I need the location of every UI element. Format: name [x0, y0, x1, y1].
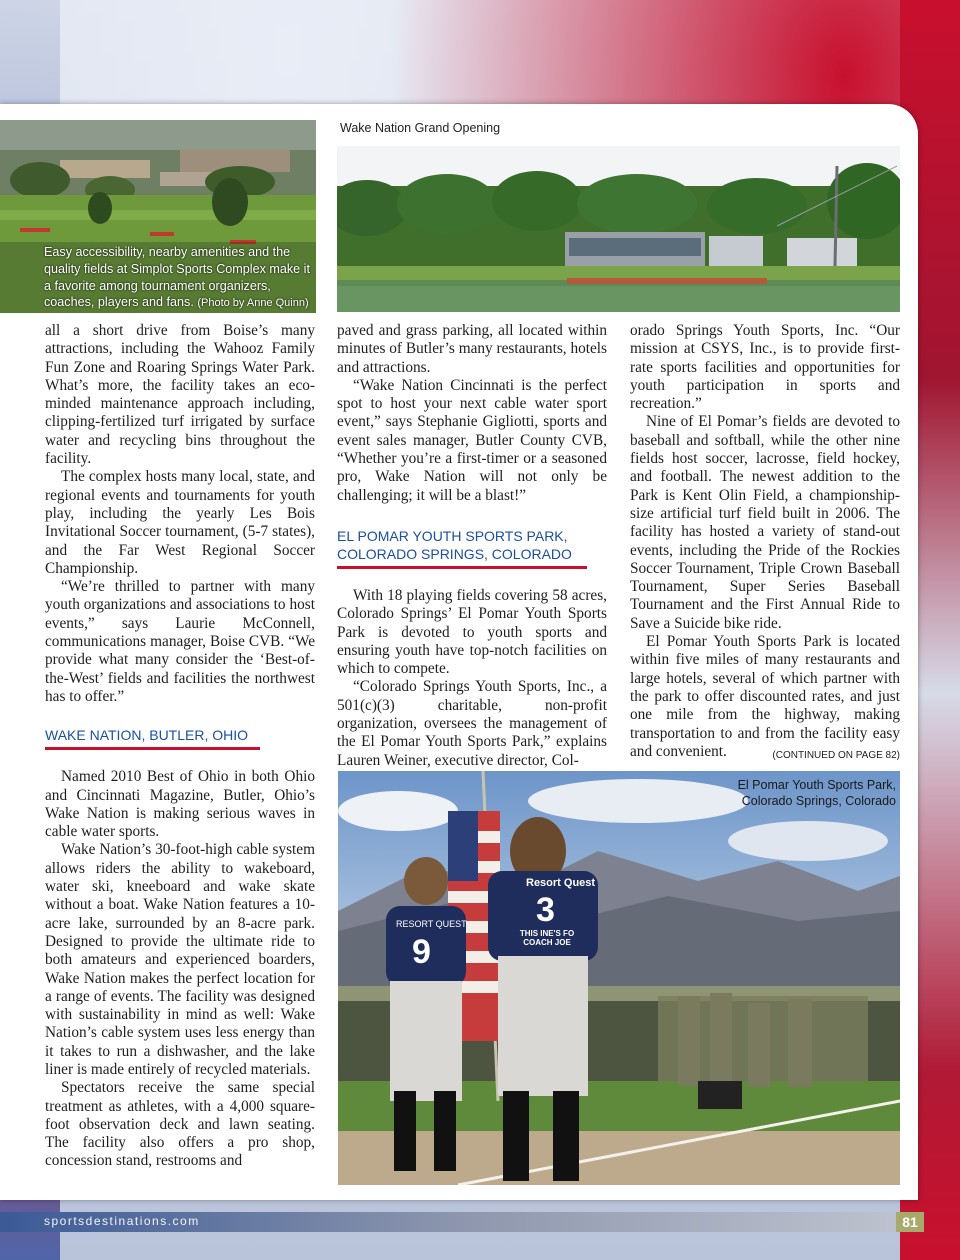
- wake-nation-heading-rule: [45, 747, 260, 750]
- right-jersey-text: THIS INE'S FO COACH JOE: [519, 929, 575, 947]
- article-column-1: [45, 322, 315, 1171]
- wake-nation-photo-art: [337, 146, 900, 312]
- continued-on-page-note: (CONTINUED ON PAGE 82): [772, 749, 900, 761]
- col1-paragraph-6: Spectators receive the same special treatment as athletes, with a 4,000 square-foot observation deck and lawn seating. The facility also offers a pro shop, concession stand, restrooms and: [45, 1079, 315, 1170]
- page-number: 81: [896, 1212, 924, 1232]
- col1-paragraph-4: Named 2010 Best of Ohio in both Ohio and Cincinnati Magazine, Butler, Ohio’s Wake Nation is making serious waves in cable water sports.: [45, 768, 315, 841]
- col2-paragraph-4: “Colorado Springs Youth Sports, Inc., a 501(c)(3) charitable, non-profit organization, oversees the management of the El Pomar Youth Sports Park,” explains Lauren Weiner, executive director, Col-: [337, 678, 607, 769]
- right-jersey-number: 3: [536, 891, 555, 929]
- col3-paragraph-3-text: El Pomar Youth Sports Park is located within five miles of many restaurants and large hotels, several of which partner with the park to offer discounted rates, and just one mile from the highway, making transportation to and from the facility easy and convenient.: [630, 633, 900, 760]
- col3-paragraph-2: Nine of El Pomar’s fields are devoted to baseball and softball, while the other nine fields host soccer, lacrosse, field hockey, and football. The newest addition to the Park is Kent Olin Field, a championship-size artificial turf field built in 2006. The facility has hosted a variety of stand-out events, including the Pride of the Rockies Soccer Tournament, Triple Crown Baseball Tournament, Super Series Baseball Tournament and the First Annual Ride to Save a Suicide bike ride.: [630, 413, 900, 632]
- article-column-2: [337, 322, 607, 770]
- col2-paragraph-3: With 18 playing fields covering 58 acres, Colorado Springs’ El Pomar Youth Sports Park is devoted to youth sports and ensuring youth have top-notch facilities on which to compete.: [337, 586, 607, 678]
- el-pomar-photo-caption: [738, 777, 896, 809]
- simplot-sports-complex-photo: [0, 120, 316, 313]
- col1-paragraph-1: all a short drive from Boise’s many attractions, including the Wahooz Family Fun Zone and Roaring Springs Water Park. What’s more, the facility takes an eco-minded maintenance approach including, clipping-fertilized turf irrigated by surface water and recycling bins throughout the facility.: [45, 322, 315, 468]
- wake-nation-photo: [337, 146, 900, 312]
- wake-nation-heading: [45, 726, 260, 750]
- col2-paragraph-1: paved and grass parking, all located within minutes of Butler’s many restaurants, hotels and attractions.: [337, 322, 607, 376]
- article-column-3: [630, 322, 900, 765]
- el-pomar-caption-line-1: El Pomar Youth Sports Park,: [737, 778, 896, 792]
- el-pomar-heading-rule: [337, 566, 587, 569]
- col2-paragraph-2: “Wake Nation Cincinnati is the perfect spot to host your next cable water sport event,” says Stephanie Gigliotti, sports and event sales manager, Butler County CVB, “Whether you’re a first-timer or a seasoned pro, Wake Nation will not only be challenging; it will be a blast!”: [337, 376, 607, 504]
- left-jersey-number: 9: [412, 933, 431, 971]
- col1-paragraph-3: “We’re thrilled to partner with many youth organizations and associations to host events,” says Laurie McConnell, communications manager, Boise CVB. “We provide what many consider the ‘Best-of-the-West’ fields and facilities the northwest has to offer.”: [45, 578, 315, 705]
- el-pomar-heading-line-2: COLORADO SPRINGS, COLORADO: [337, 545, 572, 562]
- col3-paragraph-3: [630, 633, 900, 761]
- wake-nation-caption: Wake Nation Grand Opening: [340, 121, 501, 135]
- col1-paragraph-2: The complex hosts many local, state, and regional events and tournaments for youth play, including the yearly Les Bois Invitational Soccer tournament, (5-7 states), and the Far West Regional Soccer Championship.: [45, 468, 315, 577]
- right-jersey-brand: Resort Quest: [526, 877, 596, 889]
- simplot-photo-credit: (Photo by Anne Quinn): [197, 297, 309, 310]
- col1-paragraph-5: Wake Nation’s 30-foot-high cable system allows riders the ability to wakeboard, water ski, kneeboard and wake skate without a boat. Wake Nation features a 10-acre lake, surrounded by an 8-acre park. Designed to provide the ultimate ride to both amateurs and experienced boarders, Wake Nation makes the perfect location for a range of events. The facility was designed with sustainability in mind as well: Wake Nation’s cable system uses less energy than it takes to run a dishwasher, and the lake liner is made entirely of recycled materials.: [45, 841, 315, 1078]
- el-pomar-photo-art: [338, 771, 900, 1185]
- col3-paragraph-1: orado Springs Youth Sports, Inc. “Our mission at CSYS, Inc., is to provide first-rate sports facilities and opportunities for youth participation in sports and recreation.”: [630, 322, 900, 413]
- left-jersey-brand: RESORT QUEST: [396, 919, 467, 929]
- el-pomar-heading-line-1: EL POMAR YOUTH SPORTS PARK,: [337, 527, 568, 544]
- el-pomar-heading: [337, 527, 587, 569]
- simplot-photo-caption: [44, 244, 310, 312]
- simplot-caption-text: Easy accessibility, nearby amenities and the quality fields at Simplot Sports Complex make it a favorite among tournament organizers, coaches, players and fans.: [44, 245, 310, 310]
- footer-website-url: sportsdestinations.com: [44, 1214, 200, 1228]
- el-pomar-photo: [338, 771, 900, 1185]
- wake-nation-heading-text: WAKE NATION, BUTLER, OHIO: [45, 727, 249, 744]
- el-pomar-caption-line-2: Colorado Springs, Colorado: [741, 794, 896, 808]
